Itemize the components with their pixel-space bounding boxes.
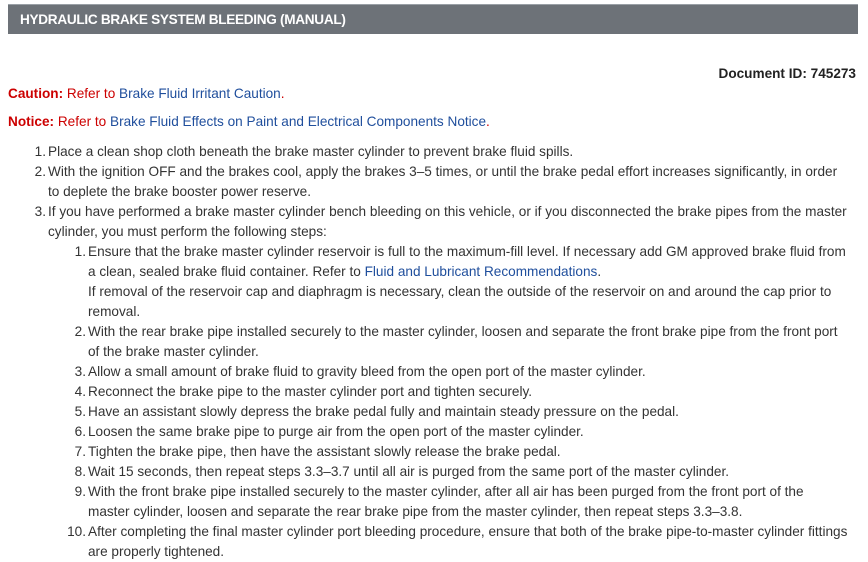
substep-text: Loosen the same brake pipe to purge air from the open port of the master cylinder. bbox=[88, 424, 584, 439]
substep-text: After completing the final master cylinder port bleeding procedure, ensure that both of the brake pipe-to-master cylinder fittings are properly tightened. bbox=[88, 524, 848, 559]
caution-link[interactable]: Brake Fluid Irritant Caution bbox=[119, 86, 281, 101]
step-item bbox=[34, 162, 848, 202]
substep-number: 1. bbox=[74, 244, 86, 259]
substep-item bbox=[74, 322, 848, 362]
substep-number: 2. bbox=[74, 324, 86, 339]
caution-prefix: Refer to bbox=[63, 86, 120, 101]
substep-text: Allow a small amount of brake fluid to gravity bleed from the open port of the master cylinder. bbox=[88, 364, 646, 379]
caution-note bbox=[8, 86, 285, 101]
procedure-steps bbox=[34, 142, 848, 562]
substep-number: 6. bbox=[74, 424, 86, 439]
substep-item bbox=[74, 442, 848, 462]
caution-suffix: . bbox=[280, 86, 285, 101]
step-item bbox=[34, 142, 848, 162]
notice-label: Notice: bbox=[8, 114, 55, 129]
substep-number: 7. bbox=[74, 444, 86, 459]
substep-text: Have an assistant slowly depress the brake pedal fully and maintain steady pressure on the pedal. bbox=[88, 404, 679, 419]
substep-text: Reconnect the brake pipe to the master cylinder port and tighten securely. bbox=[88, 384, 533, 399]
section-header bbox=[8, 4, 858, 34]
substep-item bbox=[67, 522, 848, 562]
substep-number: 3. bbox=[74, 364, 86, 379]
substep-item bbox=[74, 482, 848, 522]
substep-link-suffix: . bbox=[597, 264, 602, 279]
substep-number: 9. bbox=[74, 484, 86, 499]
step-item bbox=[34, 202, 848, 562]
notice-link[interactable]: Brake Fluid Effects on Paint and Electrical Components Notice bbox=[110, 114, 487, 129]
step-number: 2. bbox=[34, 164, 46, 179]
document-id: Document ID: 745273 bbox=[718, 66, 856, 81]
fluid-recommendations-link[interactable]: Fluid and Lubricant Recommendations bbox=[364, 264, 598, 279]
section-title: HYDRAULIC BRAKE SYSTEM BLEEDING (MANUAL) bbox=[20, 12, 346, 27]
substep-text: With the rear brake pipe installed securely to the master cylinder, loosen and separate the front brake pipe from the front port of the brake master cylinder. bbox=[88, 324, 838, 359]
caution-label: Caution: bbox=[8, 86, 64, 101]
substep-item bbox=[74, 402, 848, 422]
substep-item bbox=[74, 242, 848, 322]
substep-number: 4. bbox=[74, 384, 86, 399]
substep-number: 5. bbox=[74, 404, 86, 419]
step-text: With the ignition OFF and the brakes cool, apply the brakes 3–5 times, or until the brake pedal effort increases significantly, in order to deplete the brake booster power reserve. bbox=[48, 164, 838, 199]
step-text: If you have performed a brake master cylinder bench bleeding on this vehicle, or if you disconnected the brake pipes from the master cylinder, you must perform the following steps: bbox=[48, 204, 847, 239]
substep-number: 10. bbox=[67, 524, 86, 539]
step-text: Place a clean shop cloth beneath the brake master cylinder to prevent brake fluid spills. bbox=[48, 144, 574, 159]
substep-text: Tighten the brake pipe, then have the assistant slowly release the brake pedal. bbox=[88, 444, 561, 459]
notice-prefix: Refer to bbox=[54, 114, 110, 129]
substep-item bbox=[74, 462, 848, 482]
substep-text: Ensure that the brake master cylinder reservoir is full to the maximum-fill level. If necessary add GM approved brake fluid from a clean, sealed brake fluid container. Refer to bbox=[88, 244, 846, 279]
step-number: 3. bbox=[34, 204, 46, 219]
notice-note bbox=[8, 114, 490, 129]
step-number: 1. bbox=[34, 144, 46, 159]
substep-text: Wait 15 seconds, then repeat steps 3.3–3.7 until all air is purged from the same port of the master cylinder. bbox=[88, 464, 730, 479]
notice-suffix: . bbox=[486, 114, 490, 129]
substeps-list bbox=[48, 242, 848, 562]
substep-item bbox=[74, 382, 848, 402]
substep-item bbox=[74, 422, 848, 442]
substep-extra-text: If removal of the reservoir cap and diaphragm is necessary, clean the outside of the reservoir on and around the cap prior to removal. bbox=[88, 284, 832, 319]
substep-number: 8. bbox=[74, 464, 86, 479]
substep-text: With the front brake pipe installed securely to the master cylinder, after all air has been purged from the front port of the master cylinder, loosen and separate the rear brake pipe from the master cylinder, then repeat steps 3.3–3.8. bbox=[88, 484, 804, 519]
substep-item bbox=[74, 362, 848, 382]
